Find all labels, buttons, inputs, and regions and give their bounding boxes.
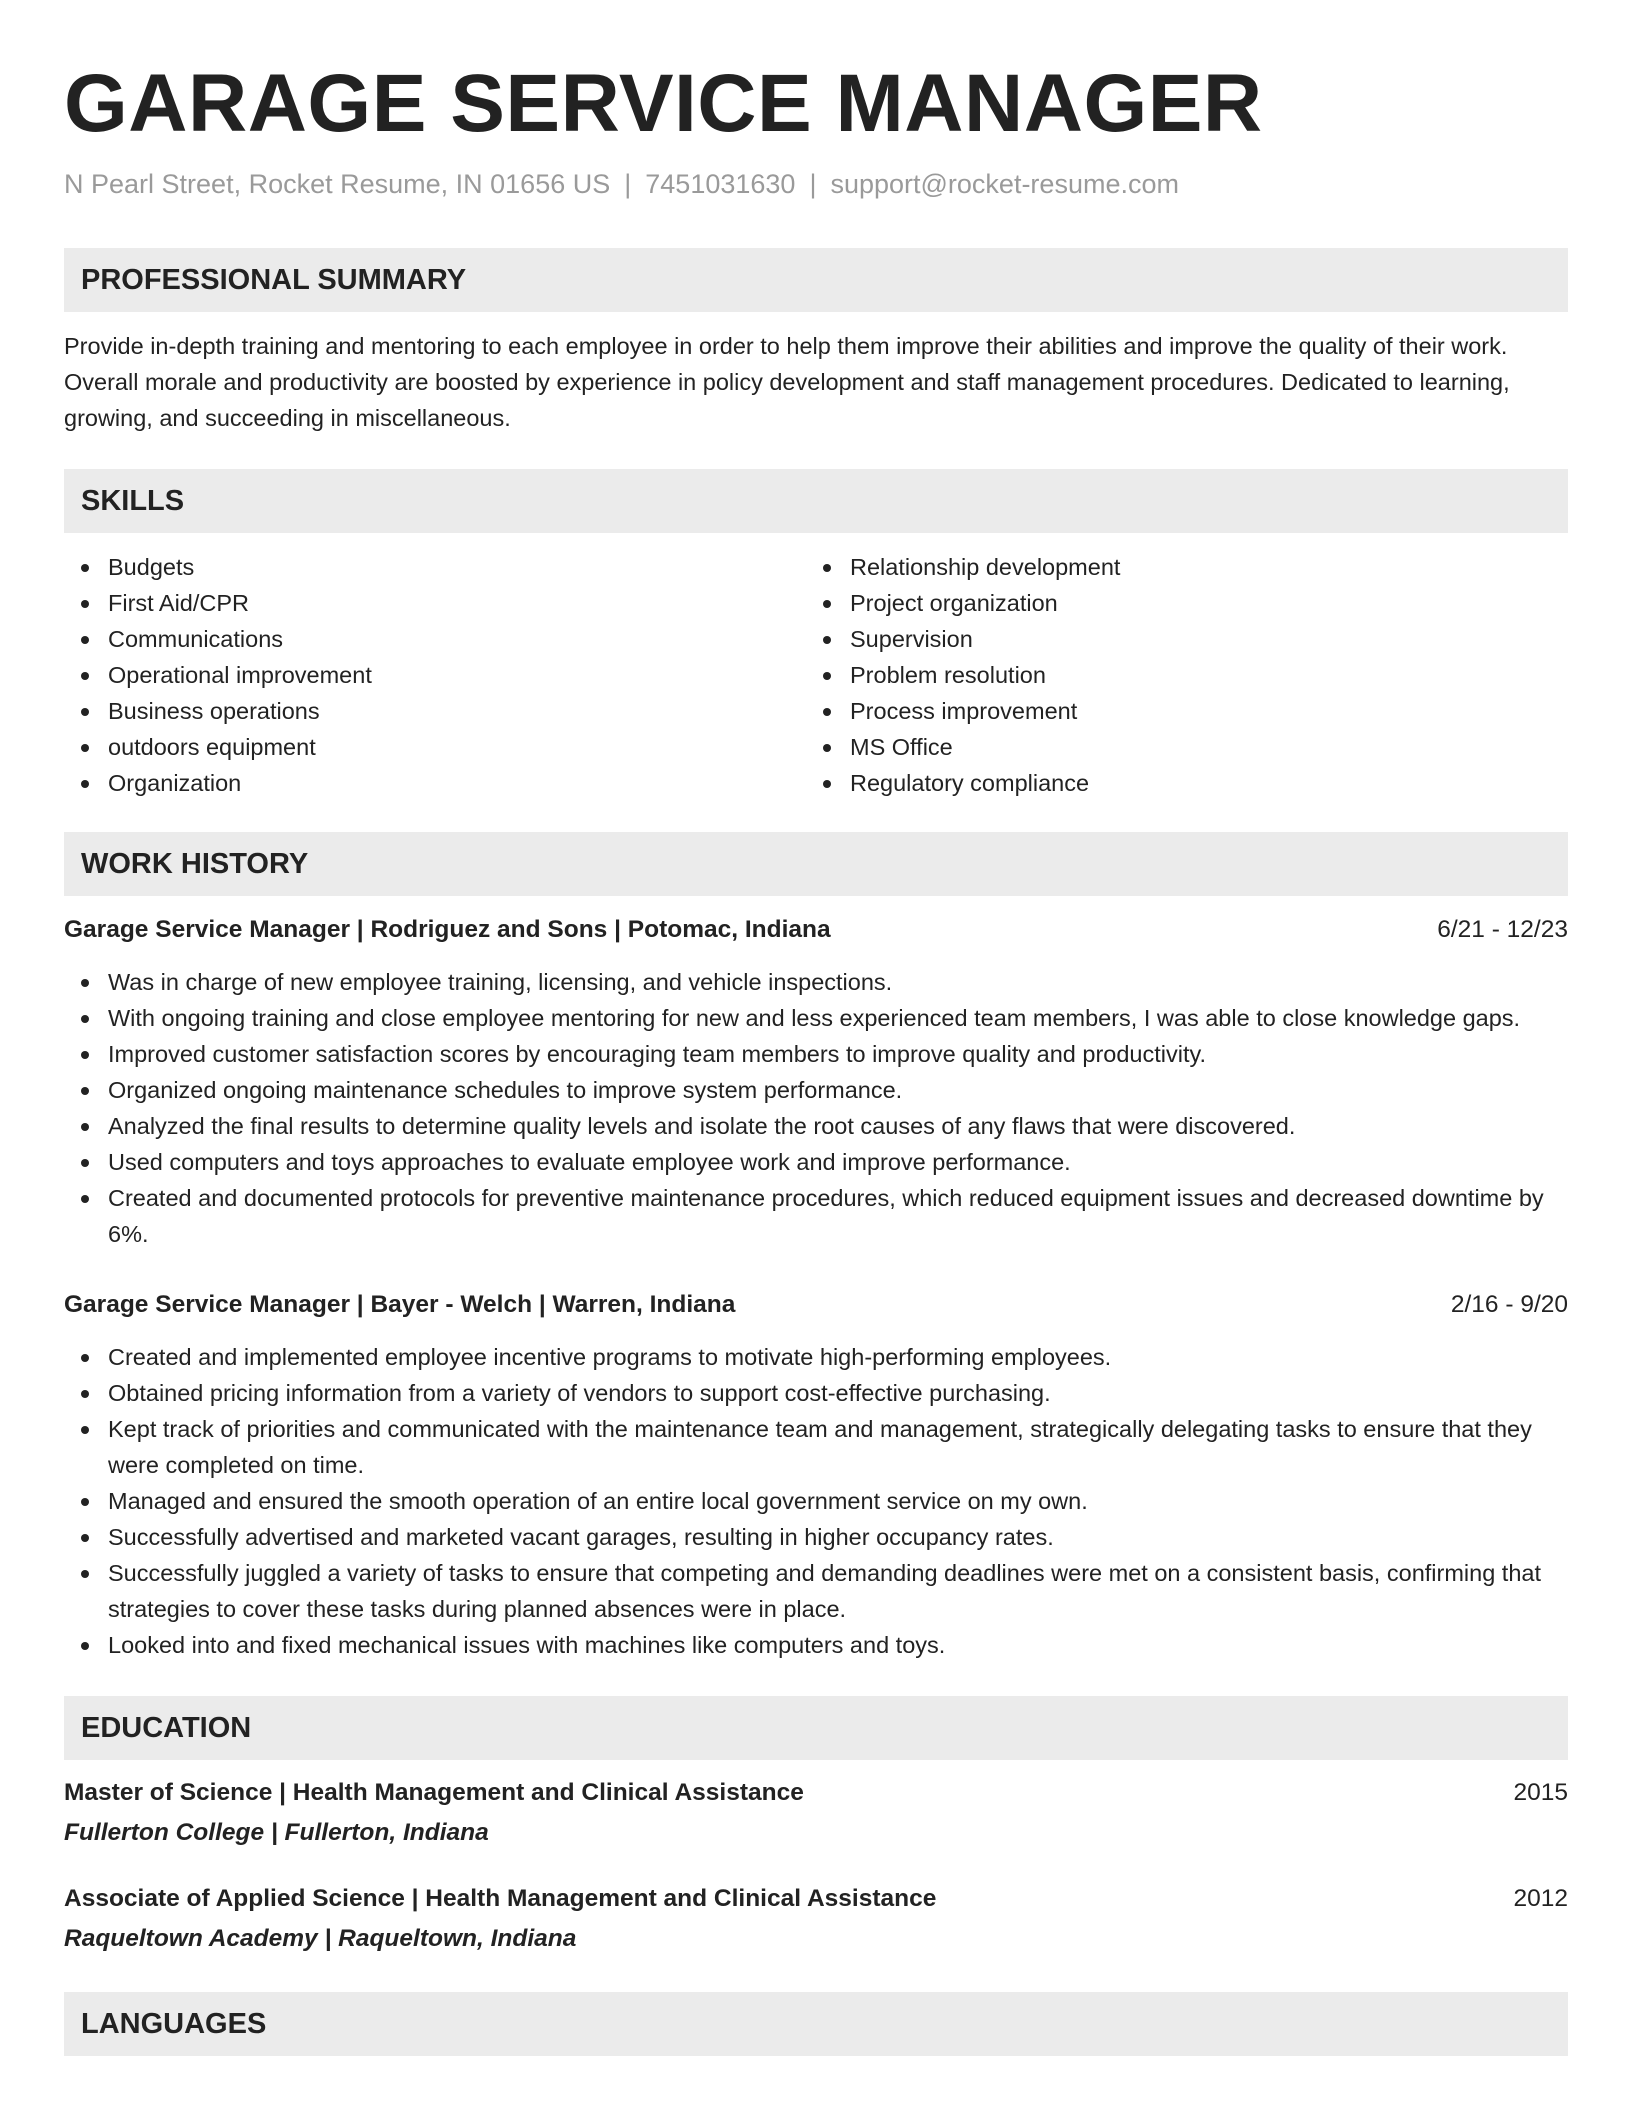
section-heading-work-history: WORK HISTORY (64, 832, 1568, 896)
job-bullet: Was in charge of new employee training, licensing, and vehicle inspections. (64, 964, 1568, 1000)
job-bullet: Created and documented protocols for preventive maintenance procedures, which reduced equipment issues and decreased downtime by 6%. (64, 1180, 1568, 1252)
education-school: Fullerton College | Fullerton, Indiana (64, 1819, 489, 1846)
skill-item: Operational improvement (64, 657, 806, 693)
job-dates: 2/16 - 9/20 (1450, 1291, 1568, 1318)
job-bullet: Improved customer satisfaction scores by encouraging team members to improve quality and productivity. (64, 1036, 1568, 1072)
summary-text: Provide in-depth training and mentoring to each employee in order to help them improve their abilities and improve the quality of their work. Overall morale and productivity are boosted by experience in policy development and staff management procedures. Dedicated to learning, growing, and succeeding in miscellaneous. (64, 333, 1510, 431)
education-school: Raqueltown Academy | Raqueltown, Indiana (64, 1925, 577, 1952)
job-bullet: Successfully juggled a variety of tasks to ensure that competing and demanding deadlines were met on a consistent basis, confirming that strategies to cover these tasks during planned absences were in place. (64, 1555, 1568, 1627)
contact-separator: | (809, 169, 817, 199)
job-header (64, 1287, 1568, 1323)
job-title: Garage Service Manager | Rodriguez and Sons | Potomac, Indiana (64, 916, 831, 943)
job-entry (64, 912, 1568, 1252)
skill-item: Business operations (64, 693, 806, 729)
skills-column-right (806, 549, 1548, 801)
skills-list (64, 549, 1568, 801)
contact-email: support@rocket-resume.com (830, 169, 1179, 199)
skill-item: Project organization (806, 585, 1548, 621)
job-bullet: Kept track of priorities and communicated with the maintenance team and management, strategically delegating tasks to ensure that they were completed on time. (64, 1411, 1568, 1483)
job-bullet: Managed and ensured the smooth operation of an entire local government service on my own. (64, 1483, 1568, 1519)
skills-column-left (64, 549, 806, 801)
job-bullet: Successfully advertised and marketed vacant garages, resulting in higher occupancy rates. (64, 1519, 1568, 1555)
job-bullet: Created and implemented employee incentive programs to motivate high-performing employees. (64, 1339, 1568, 1375)
education-degree: Associate of Applied Science | Health Management and Clinical Assistance (64, 1885, 937, 1912)
section-heading-skills: SKILLS (64, 469, 1568, 533)
job-bullet: Used computers and toys approaches to evaluate employee work and improve performance. (64, 1144, 1568, 1180)
section-heading-education: EDUCATION (64, 1696, 1568, 1760)
skill-item: Supervision (806, 621, 1548, 657)
section-heading-languages: LANGUAGES (64, 1992, 1568, 2056)
skill-item: outdoors equipment (64, 729, 806, 765)
job-entry (64, 1287, 1568, 1663)
job-title: Garage Service Manager | Bayer - Welch | Warren, Indiana (64, 1291, 736, 1318)
contact-line (64, 166, 1568, 202)
contact-phone: 7451031630 (645, 169, 796, 199)
job-bullet: Organized ongoing maintenance schedules to improve system performance. (64, 1072, 1568, 1108)
job-bullets (64, 1339, 1568, 1663)
skill-item: Communications (64, 621, 806, 657)
education-year: 2012 (1513, 1885, 1568, 1912)
resume-page (64, 56, 1568, 2056)
job-header (64, 912, 1568, 948)
skill-item: Relationship development (806, 549, 1548, 585)
education-header (64, 1881, 1568, 1917)
skill-item: Problem resolution (806, 657, 1548, 693)
skill-item: MS Office (806, 729, 1548, 765)
job-bullet: Analyzed the final results to determine quality levels and isolate the root causes of any flaws that were discovered. (64, 1108, 1568, 1144)
contact-separator: | (624, 169, 632, 199)
skill-item: Budgets (64, 549, 806, 585)
skill-item: Organization (64, 765, 806, 801)
job-dates: 6/21 - 12/23 (1437, 916, 1568, 943)
job-bullet: With ongoing training and close employee mentoring for new and less experienced team members, I was able to close knowledge gaps. (64, 1000, 1568, 1036)
skill-item: Process improvement (806, 693, 1548, 729)
education-entry (64, 1881, 1568, 1957)
contact-address: N Pearl Street, Rocket Resume, IN 01656 US (64, 169, 611, 199)
education-header (64, 1775, 1568, 1811)
job-bullet: Looked into and fixed mechanical issues with machines like computers and toys. (64, 1627, 1568, 1663)
education-entry (64, 1775, 1568, 1851)
job-bullets (64, 964, 1568, 1252)
job-bullet: Obtained pricing information from a variety of vendors to support cost-effective purchasing. (64, 1375, 1568, 1411)
resume-name: GARAGE SERVICE MANAGER (64, 58, 1263, 149)
skill-item: Regulatory compliance (806, 765, 1548, 801)
education-degree: Master of Science | Health Management and Clinical Assistance (64, 1779, 804, 1806)
education-year: 2015 (1513, 1779, 1568, 1806)
skill-item: First Aid/CPR (64, 585, 806, 621)
section-heading-summary: PROFESSIONAL SUMMARY (64, 248, 1568, 312)
